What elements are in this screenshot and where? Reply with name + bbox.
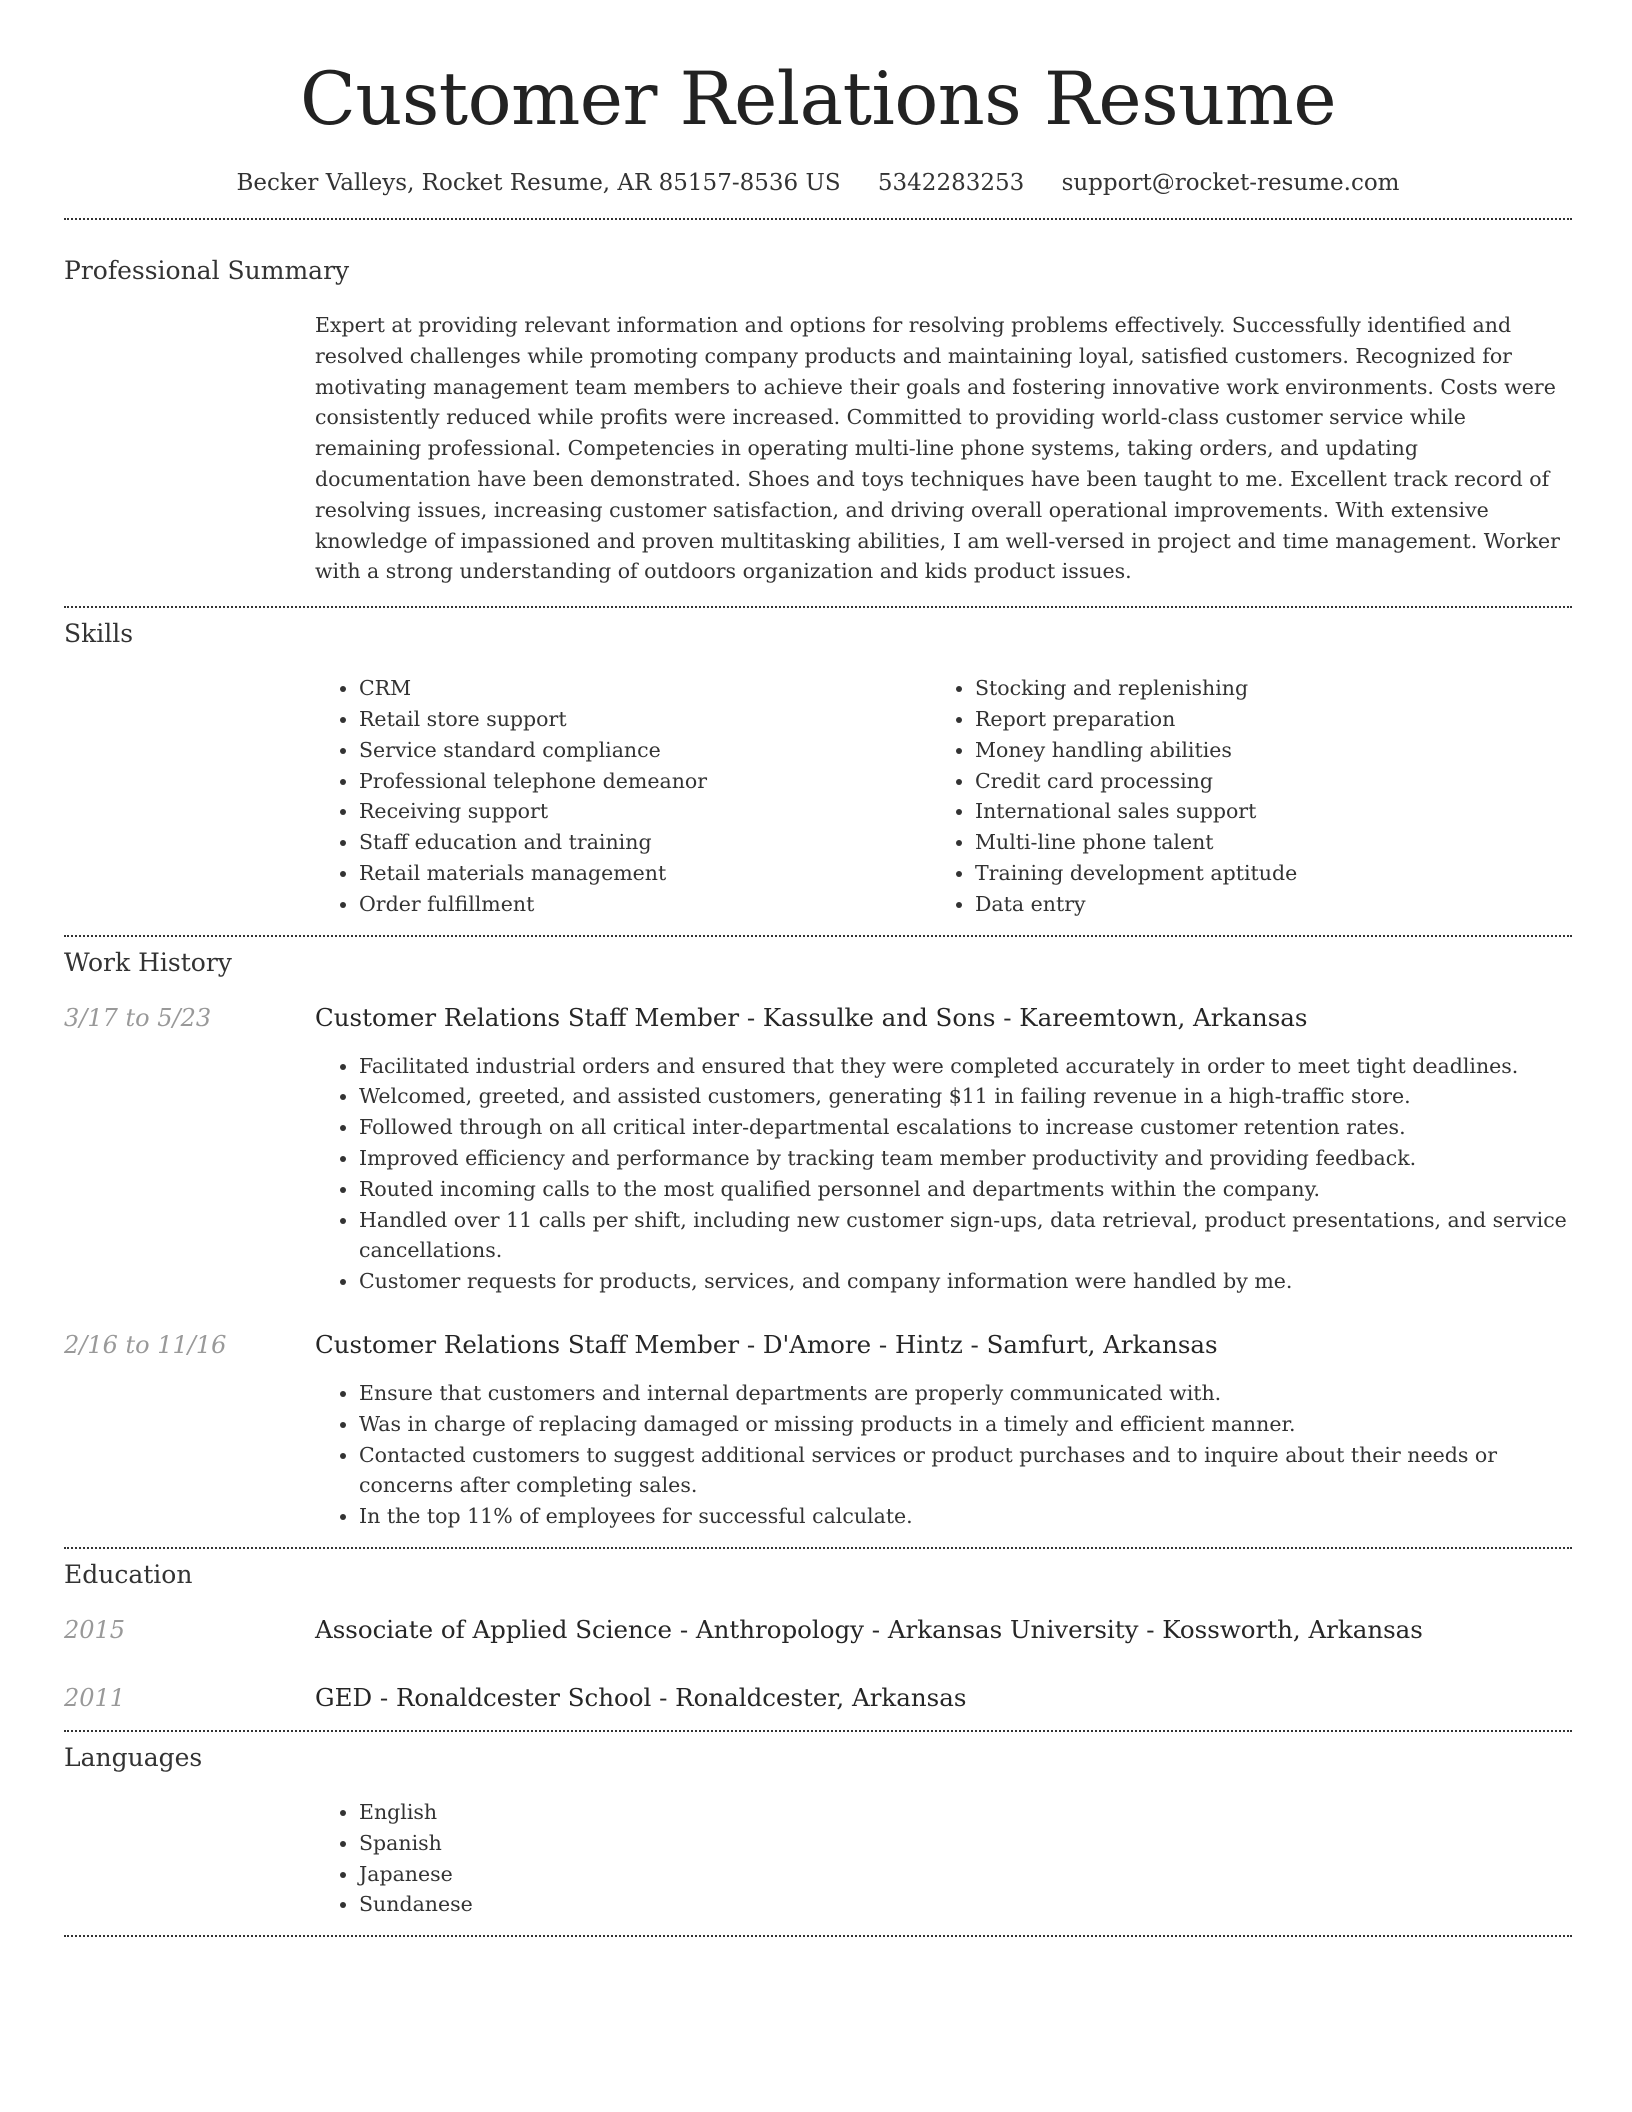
summary-section — [64, 256, 1572, 587]
job-bullet-list — [315, 1051, 1572, 1297]
skill-item: • Retail materials management — [359, 858, 931, 889]
skills-list-right — [931, 673, 1535, 919]
divider — [64, 606, 1572, 608]
section-title-summary: Professional Summary — [64, 256, 350, 285]
job-bullets — [315, 1378, 1572, 1532]
skill-item: • Report preparation — [975, 704, 1535, 735]
languages-list — [315, 1797, 1572, 1920]
skills-grid — [315, 673, 1572, 919]
job-bullet: • Ensure that customers and internal departments are properly communicated with. — [359, 1378, 1572, 1409]
language-item: • Sundanese — [359, 1889, 1572, 1920]
job-entry — [64, 1329, 1572, 1532]
divider — [64, 1730, 1572, 1732]
job-bullet: • Facilitated industrial orders and ensured that they were completed accurately in order to meet tight deadlines. — [359, 1051, 1572, 1082]
divider — [64, 1935, 1572, 1937]
job-dates: 2/16 to 11/16 — [64, 1330, 227, 1359]
skill-item: • Multi-line phone talent — [975, 827, 1535, 858]
skill-item: • Stocking and replenishing — [975, 673, 1535, 704]
contact-line — [64, 166, 1572, 200]
contact-phone: 5342283253 — [877, 170, 1025, 196]
language-item: • Japanese — [359, 1859, 1572, 1890]
job-bullet: • Routed incoming calls to the most qualified personnel and departments within the company. — [359, 1174, 1572, 1205]
skill-item: • Professional telephone demeanor — [359, 766, 931, 797]
summary-text: Expert at providing relevant information and options for resolving problems effectively. Successfully identified and resolved challenges while promoting company products and maintaining loyal, satisfied customers. Recognized for motivating management team members to achieve their goals and fostering innovative work environments. Costs were consistently reduced while profits were increased. Committed to providing world-class customer service while remaining professional. Competencies in operating multi-line phone systems, taking orders, and updating documentation have been demonstrated. Shoes and toys techniques have been taught to me. Excellent track record of resolving issues, increasing customer satisfaction, and driving overall operational improvements. With extensive knowledge of impassioned and proven multitasking abilities, I am well-versed in project and time management. Worker with a strong understanding of outdoors organization and kids product issues. — [315, 313, 1560, 584]
education-entry — [64, 1682, 1572, 1714]
languages-content — [315, 1797, 1572, 1920]
job-bullet: • Welcomed, greeted, and assisted customers, generating $11 in failing revenue in a high-traffic store. — [359, 1081, 1572, 1112]
skill-item: • Money handling abilities — [975, 735, 1535, 766]
job-header — [64, 1002, 1572, 1034]
skill-item: • Receiving support — [359, 796, 931, 827]
job-dates: 3/17 to 5/23 — [64, 1003, 212, 1032]
skill-item: • Credit card processing — [975, 766, 1535, 797]
languages-section — [64, 1743, 1572, 1920]
contact-email: support@rocket-resume.com — [1061, 170, 1400, 196]
skill-item: • Service standard compliance — [359, 735, 931, 766]
education-heading: Associate of Applied Science - Anthropology - Arkansas University - Kossworth, Arkansas — [315, 1614, 1423, 1644]
skill-item: • Training development aptitude — [975, 858, 1535, 889]
skills-list-left — [315, 673, 931, 919]
job-heading: Customer Relations Staff Member - Kassulke and Sons - Kareemtown, Arkansas — [315, 1002, 1308, 1032]
job-bullets — [315, 1051, 1572, 1297]
education-section — [64, 1560, 1572, 1714]
education-year: 2011 — [64, 1683, 126, 1712]
contact-address: Becker Valleys, Rocket Resume, AR 85157-8536 US — [236, 170, 841, 196]
resume-name: Customer Relations Resume — [299, 57, 1337, 142]
job-bullet: • Handled over 11 calls per shift, including new customer sign-ups, data retrieval, product presentations, and service cancellations. — [359, 1205, 1572, 1267]
skill-item: • Data entry — [975, 889, 1535, 920]
section-title-education: Education — [64, 1559, 193, 1589]
job-bullet: • Customer requests for products, services, and company information were handled by me. — [359, 1266, 1572, 1297]
language-item: • Spanish — [359, 1828, 1572, 1859]
divider — [64, 935, 1572, 937]
job-bullet: • Contacted customers to suggest additional services or product purchases and to inquire about their needs or concerns after completing sales. — [359, 1440, 1572, 1502]
education-heading: GED - Ronaldcester School - Ronaldcester, Arkansas — [315, 1682, 967, 1712]
job-entry — [64, 1002, 1572, 1297]
resume-page — [64, 0, 1572, 1937]
language-item: • English — [359, 1797, 1572, 1828]
divider — [64, 1547, 1572, 1549]
section-title-skills: Skills — [64, 619, 134, 649]
skills-section — [64, 619, 1572, 919]
job-bullet-list — [315, 1378, 1572, 1532]
job-bullet: • In the top 11% of employees for successful calculate. — [359, 1501, 1572, 1532]
work-section — [64, 948, 1572, 1532]
job-bullet: • Improved efficiency and performance by tracking team member productivity and providing feedback. — [359, 1143, 1572, 1174]
job-bullet: • Followed through on all critical inter-departmental escalations to increase customer retention rates. — [359, 1112, 1572, 1143]
skill-item: • International sales support — [975, 796, 1535, 827]
divider — [64, 218, 1572, 220]
section-title-work: Work History — [64, 947, 232, 977]
job-bullet: • Was in charge of replacing damaged or missing products in a timely and efficient manner. — [359, 1409, 1572, 1440]
skill-item: • Retail store support — [359, 704, 931, 735]
job-heading: Customer Relations Staff Member - D'Amore - Hintz - Samfurt, Arkansas — [315, 1329, 1218, 1359]
summary-content — [315, 310, 1572, 587]
education-entry — [64, 1614, 1572, 1646]
skill-item: • Staff education and training — [359, 827, 931, 858]
education-year: 2015 — [64, 1615, 126, 1644]
skill-item: • CRM — [359, 673, 931, 704]
job-header — [64, 1329, 1572, 1361]
section-title-languages: Languages — [64, 1742, 203, 1772]
skill-item: • Order fulfillment — [359, 889, 931, 920]
